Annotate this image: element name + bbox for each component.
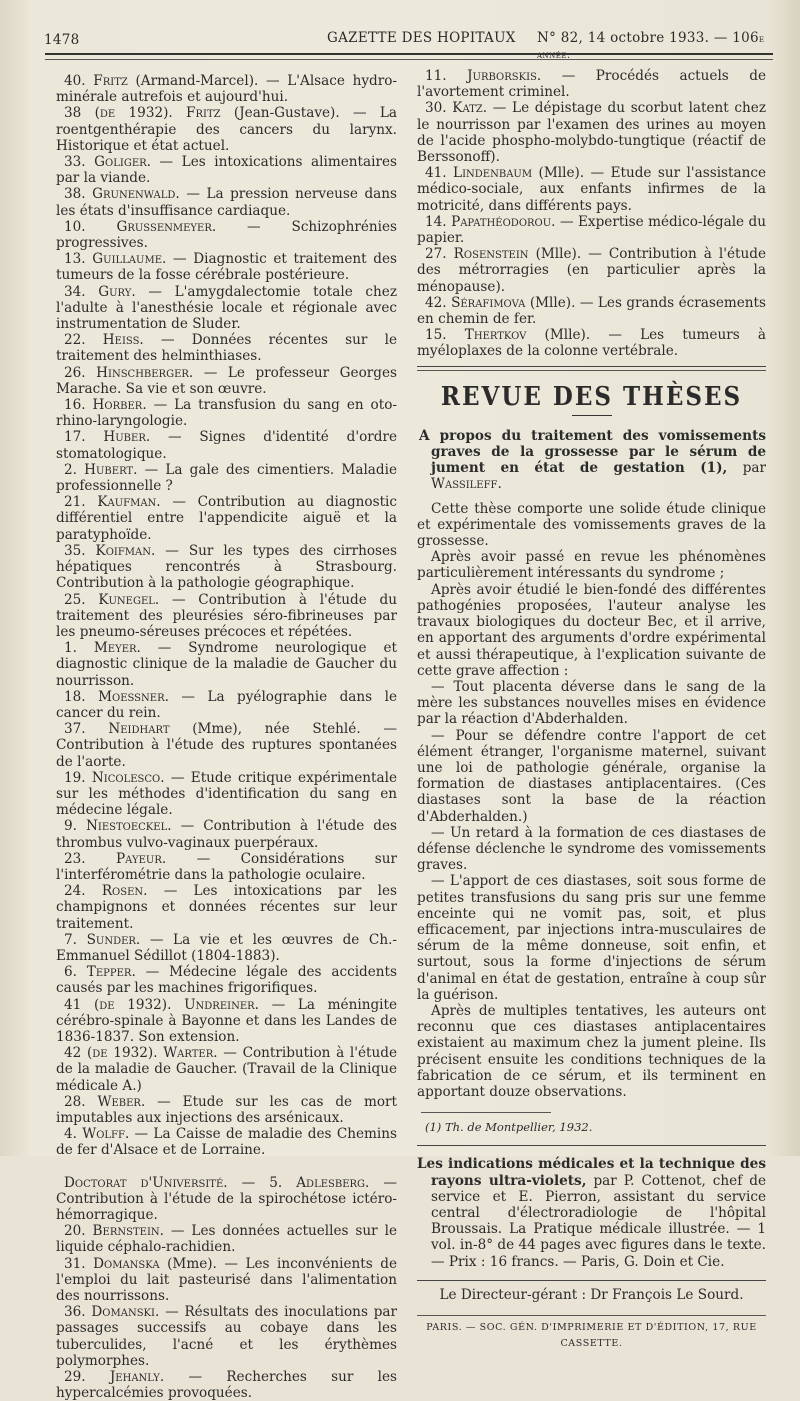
article-body [417,501,766,1101]
page-number: 1478 [44,32,80,48]
thesis-title: — La pyélographie dans le cancer du rein. [56,688,397,721]
thesis-title: — La méningite cérébro-spinale à Bayonne et dans les Landes de 1836-1837. Son extension. [56,996,398,1045]
thesis-author: 41. Lindenbaum [425,165,533,182]
thesis-author: 2. Hubert. [64,461,138,478]
article-title [417,428,766,493]
article-paragraph: — Pour se défendre contre l'apport de cet élément étranger, l'organisme maternel, suivant une loi de pathologie générale, organise la formation de diastases antiplacentaires. (Ces diastases sont la base de la réaction d'Abderhalden.) [417,727,766,825]
issue-year-suffix: e année. [537,34,765,61]
book-notice [417,1156,766,1269]
article-paragraph: — Un retard à la formation de ces diastases de défense déclenche le syndrome des vomissements graves. [417,824,766,874]
spacer [56,1159,397,1175]
thesis-entry [56,1256,397,1305]
thesis-author: 38 (de 1932). Fritz [64,105,221,122]
thesis-title: — La vie et les œuvres de Ch.-Emmanuel Sédillot (1804-1883). [56,931,397,964]
thesis-author: 41 (de 1932). Undreiner. [64,996,259,1013]
header-rule [45,53,773,60]
thesis-title: — La Caisse de maladie des Chemins de fer d'Alsace et de Lorraine. [56,1126,397,1159]
thesis-author: 37. Neidhart [64,721,170,738]
thesis-entry [56,1175,397,1224]
doctorat-list [56,1175,397,1401]
thesis-entry [56,721,397,770]
thesis-entry [417,327,766,359]
thesis-author: 18. Moessner. [64,688,169,705]
thesis-author: 34. Gury. [64,283,136,300]
thesis-author: 11. Jurborskis. [425,68,542,84]
thesis-entry [56,689,397,721]
thesis-title: (Mme), née Stehlé. — Contribution à l'étude des ruptures spontanées de l'aorte. [56,721,397,770]
thesis-author: 15. Thertkov [425,327,527,344]
thesis-title: — La transfusion du sang en oto-rhino-laryngologie. [56,397,397,430]
thesis-title: (Mlle). — Les tumeurs à myéloplaxes de la colonne vertébrale. [417,327,766,360]
thesis-entry [56,1369,397,1401]
thesis-author: 19. Nicolesco. [64,769,165,786]
thesis-author: 21. Kaufman. [64,494,161,511]
thesis-author: 25. Kunegel. [64,591,160,608]
thesis-author: 29. Jehanly. [64,1369,165,1386]
thesis-title: — Recherches sur les hypercalcémies provoquées. [56,1369,397,1401]
thesis-title: (Mlle). — Les grands écrasements en chemin de fer. [417,294,766,328]
thesis-author: 23. Payeur. [64,850,167,867]
article-paragraph: — L'apport de ces diastases, soit sous forme de petites transfusions du sang pris sur une femme enceinte qui ne vomit pas, soit, et plus efficacement, par injections intra-musculaires de sérum de la même donneuse, soit enfin, et surtout, sous la forme d'injections de sérum d'animal en état de gestation, entraîne à coup sûr la guérison. [417,873,766,1003]
article-author: Wassileff. [431,476,502,493]
thesis-title: — Expertise médico-légale du papier. [417,213,766,247]
thesis-title: (Mme). — Les inconvénients de l'emploi du lait pasteurisé dans l'alimentation des nourrissons. [56,1255,397,1305]
article-paragraph: Après de multiples tentatives, les auteurs ont reconnu que ces diastases antiplacentaires existaient au maximum chez la jument pleine. Ils précisent ensuite les conditions techniques de la fabrication de ce sérum, et ils terminent en apportant douze observations. [417,1002,766,1100]
thesis-author: 27. Rosenstein [425,246,529,263]
thesis-author: 16. Horber. [64,397,147,414]
thesis-author: 26. Hinschberger. [64,364,194,381]
thesis-author: 40. Fritz [64,73,128,89]
thesis-author: 10. Grussenmeyer. [64,218,217,235]
thesis-title: — Le dépistage du scorbut latent chez le nourrisson par l'examen des urines au moyen de l'acide phospho-molybdo-tungtique (réactif de Berssonoff). [417,100,766,166]
thesis-author: 13. Guillaume. [64,251,167,268]
thesis-entry [56,1094,397,1126]
thesis-author: 1. Meyer. [64,640,141,657]
thesis-title: — Contribution au diagnostic différentiel entre l'appendicite aiguë et la paratyphoïde. [56,494,398,543]
thesis-author: 6. Tepper. [64,964,136,981]
thesis-title: — Procédés actuels de l'avortement criminel. [417,68,766,101]
thesis-entry [417,100,766,165]
thesis-list [56,73,397,1159]
thesis-entry [56,997,397,1046]
thesis-entry [56,105,397,154]
printer-imprint: PARIS. — SOC. GÉN. D'IMPRIMERIE ET D'ÉDITION, 17, RUE CASSETTE. [417,1315,766,1352]
notice-rule [417,1145,766,1146]
thesis-entry [56,1304,397,1369]
thesis-author: 36. Domanski. [64,1304,160,1321]
thesis-title: — L'amygdalectomie totale chez l'adulte à l'anesthésie locale et régionale avec instrumentation de Sluder. [56,283,397,333]
thesis-author: 28. Weber. [64,1093,146,1110]
thesis-author: 14. Papathéodorou. [425,213,556,230]
thesis-entry [56,932,397,964]
thesis-entry [56,964,397,996]
thesis-entry [56,592,397,641]
thesis-author: 35. Koifman. [64,542,156,559]
thesis-author: 30. Katz. [425,100,488,117]
thesis-title: — Contribution à l'étude des thrombus vulvo-vaginaux puerpéraux. [56,818,398,851]
thesis-entry [417,214,766,246]
section-rule [417,366,766,371]
thesis-entry [56,1126,397,1158]
thesis-entry [56,186,397,218]
footnote-rule [421,1112,551,1113]
left-column [56,73,397,1401]
thesis-author: 7. Sunder. [64,931,141,948]
article-byline-prefix: par [742,460,767,477]
thesis-entry [417,295,766,327]
thesis-author: 33. Goliger. [64,154,151,171]
right-column [417,68,766,1352]
thesis-title: — Résultats des inoculations par passages successifs au cobaye dans les tuberculides, l'acné et les érythèmes polymorphes. [56,1304,397,1369]
thesis-title: — Sur les types des cirrhoses hépatiques rencontrés à Strasbourg. Contribution à la pathologie géographique. [56,542,398,592]
thesis-title: — La gale des cimentiers. Maladie professionnelle ? [56,461,397,495]
thesis-title: — Contribution à l'étude du traitement des pleurésies séro-fibrineuses par les pneumo-séreuses précoces et répétées. [56,591,397,640]
thesis-title: (Mlle). — Etude sur l'assistance médico-sociale, aux enfants infirmes de la motricité, dans différents pays. [417,165,766,214]
thesis-title: — Etude critique expérimentale sur les méthodes d'identification du sang en médecine légale. [56,769,397,819]
thesis-entry [56,883,397,932]
director-manager-line: Le Directeur-gérant : Dr François Le Sourd. [417,1280,766,1303]
thesis-title: — Etude sur les cas de mort imputables aux injections des arsénicaux. [56,1093,398,1126]
thesis-title: — Contribution à l'étude de la maladie de Gaucher. (Travail de la Clinique médicale A.) [56,1045,397,1094]
thesis-entry [56,284,397,333]
thesis-author: 38. Grunenwald. [64,186,180,203]
thesis-title: (Armand-Marcel). — L'Alsace hydro-minérale autrefois et aujourd'hui. [56,73,397,106]
thesis-title: — Schizophrénies progressives. [56,218,398,252]
page-header [40,28,775,61]
thesis-title: — Diagnostic et traitement des tumeurs de la fosse cérébrale postérieure. [56,251,398,284]
issue-date: N° 82, 14 octobre 1933. — 106 [537,30,759,46]
thesis-title: — Syndrome neurologique et diagnostic clinique de la maladie de Gaucher du nourrisson. [56,640,398,689]
thesis-entry [56,851,397,883]
thesis-author: 42 (de 1932). Warter. [64,1045,218,1062]
thesis-entry [56,429,397,461]
thesis-title: (Mlle). — Contribution à l'étude des métrorragies (en particulier après la ménopause). [417,246,766,295]
thesis-entry [56,494,397,543]
thesis-title: — Le professeur Georges Marache. Sa vie et son œuvre. [56,364,397,397]
thesis-entry [56,154,397,186]
thesis-entry [56,332,397,364]
thesis-entry [417,246,766,295]
article-paragraph: Après avoir passé en revue les phénomènes particulièrement intéressants du syndrome ; [417,549,766,582]
thesis-title: — Médecine légale des accidents causés par les machines frigorifiques. [56,964,397,997]
article-title-text: A propos du traitement des vomissements graves de la grossesse par le sérum de jument en état de gestation (1), [419,427,766,477]
article-paragraph: Cette thèse comporte une solide étude clinique et expérimentale des vomissements graves de la grossesse. [417,500,766,550]
thesis-title: — Les intoxications par les champignons et données récentes sur leur traitement. [56,883,397,932]
thesis-author: 9. Niestoeckel. [64,818,172,835]
thesis-entry [56,365,397,397]
thesis-author: Doctorat d'Université. — 5. Adlesberg. [64,1174,370,1191]
notice-title: Les indications médicales et la technique des rayons ultra-violets, [417,1156,766,1189]
thesis-entry [56,1045,397,1094]
thesis-author: 42. Sérafimova [425,294,526,311]
thesis-entry [56,1223,397,1255]
thesis-entry [56,818,397,850]
footnote: (1) Th. de Montpellier, 1932. [425,1120,593,1135]
thesis-title: — Considérations sur l'interférométrie dans la pathologie oculaire. [56,850,397,883]
thesis-entry [56,251,397,283]
thesis-author: 20. Bernstein. [64,1223,164,1240]
thesis-title: — Les données actuelles sur le liquide céphalo-rachidien. [56,1223,397,1256]
thesis-author: 31. Domanska [64,1255,160,1272]
thesis-entry [56,770,397,819]
thesis-title: — Les intoxications alimentaires par la viande. [56,154,397,187]
section-title: REVUE DES THÈSES [440,380,743,412]
article-paragraph: — Tout placenta déverse dans le sang de la mère les substances nouvelles mises en évidence par la réaction d'Abderhalden. [417,678,766,728]
thesis-title: — Contribution à l'étude de la spirochétose ictéro-hémorragique. [56,1174,397,1224]
thesis-title: (Jean-Gustave). — La roentgenthérapie des cancers du larynx. Historique et état actuel. [56,105,397,154]
thesis-title: — La pression nerveuse dans les états d'insuffisance cardiaque. [56,186,397,219]
thesis-title: — Signes d'identité d'ordre stomatologique. [56,429,397,462]
thesis-author: 24. Rosen. [64,883,148,900]
thesis-author: 4. Wolff. [64,1126,130,1143]
thesis-entry [56,73,397,105]
title-ornament-rule [572,415,612,416]
thesis-entry [56,640,397,689]
thesis-list-continued [417,68,766,360]
notice-text: par P. Cottenot, chef de service et E. Pierron, assistant du service central d'électroradiologie de l'hôpital Broussais. La Pratique médicale illustrée. — 1 vol. in-8° de 44 pages avec figures dans le texte. — Prix : 16 francs. — Paris, G. Doin et Cie. [431,1172,766,1270]
article-paragraph: Après avoir étudié le bien-fondé des différentes pathogénies proposées, l'auteur analyse les travaux biologiques du docteur Bec, et il arrive, en apportant des arguments d'ordre expérimental et aussi thérapeutique, à l'explication suivante de cette grave affection : [417,581,766,679]
thesis-author: 17. Huber. [64,429,151,446]
thesis-entry [56,543,397,592]
thesis-entry [56,397,397,429]
thesis-author: 22. Heiss. [64,332,144,349]
thesis-entry [417,68,766,100]
thesis-entry [417,165,766,214]
journal-title: GAZETTE DES HOPITAUX [327,30,516,46]
thesis-entry [56,219,397,251]
thesis-title: — Données récentes sur le traitement des helminthiases. [56,332,397,365]
thesis-entry [56,462,397,494]
